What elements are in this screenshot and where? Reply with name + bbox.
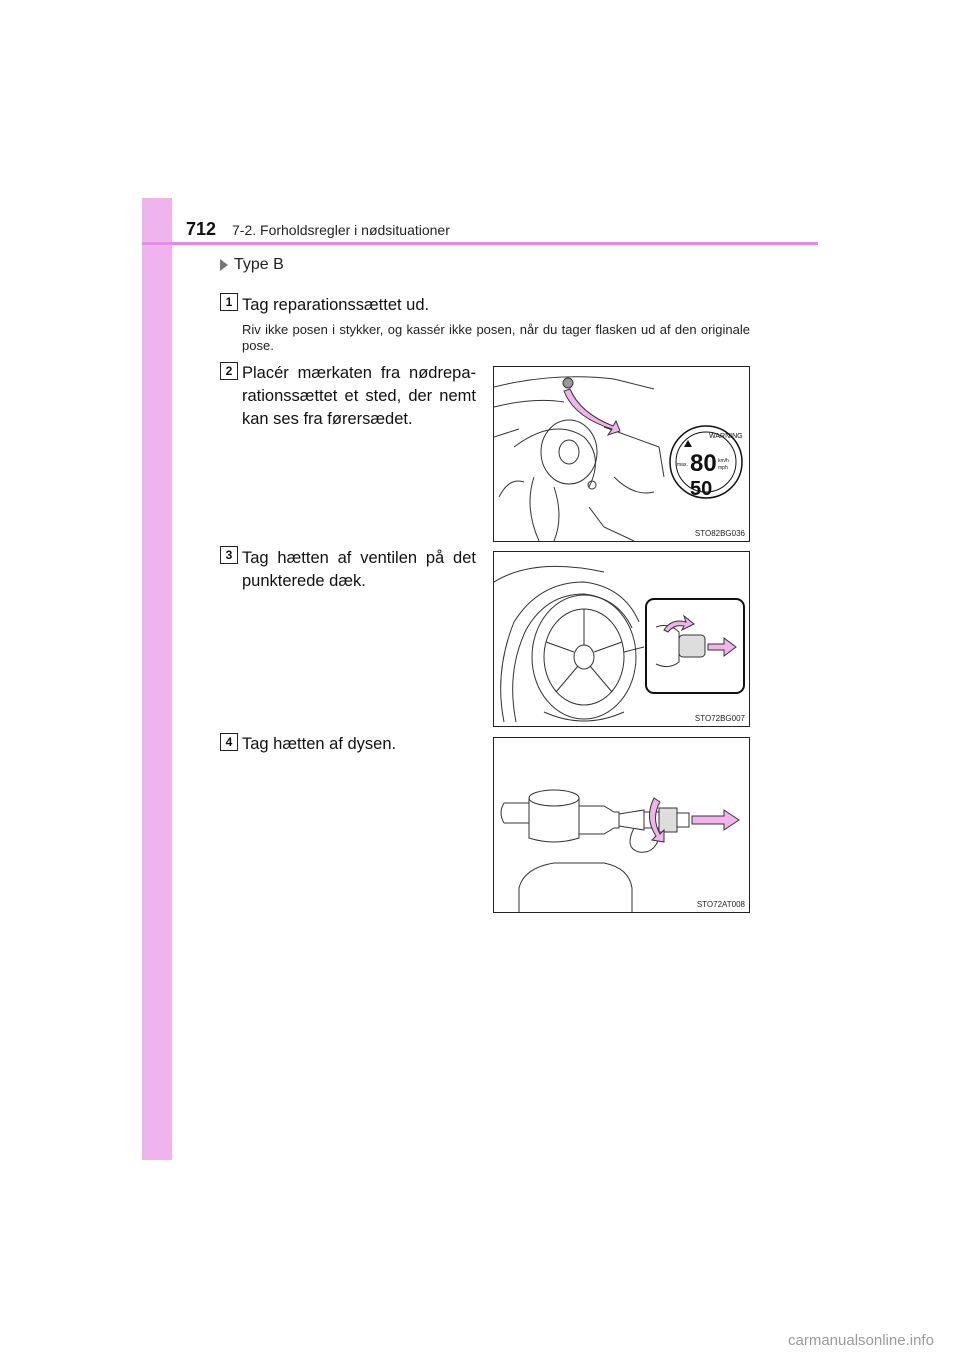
warning-sticker-icon [670,426,743,500]
sticker-unit-kmh: km/h [718,458,729,464]
step-number-1: 1 [220,293,238,311]
sticker-speed-kmh: 80 [690,450,717,477]
figure-sticker-placement [493,366,750,542]
type-heading [220,256,284,274]
type-label: Type B [234,256,284,273]
section-title: 7-2. Forholdsregler i nødsituationer [232,222,450,238]
header-divider [142,242,818,245]
watermark: carmanualsonline.info [788,1332,934,1349]
step-2-text: Placér mærkaten fra nødrepa-rationssættet et sted, der nemt kan ses fra førersædet. [242,364,476,428]
figure-nozzle-cap [493,737,750,913]
step-number-2: 2 [220,362,238,380]
page-number: 712 [186,219,217,239]
figure-code-2: STO72BG007 [694,714,745,723]
figure-code-1: STO82BG036 [694,529,745,538]
figure-code-3: STO72AT008 [696,900,745,909]
sticker-max: max. [677,462,688,468]
sticker-speed-mph: 50 [690,478,713,500]
step-1-text: Tag reparationssættet ud. [242,296,430,314]
step-3-text: Tag hætten af ventilen på det punkterede dæk. [242,549,476,590]
wheel-illustration [494,552,749,726]
dashboard-illustration [494,367,749,541]
step-number-4: 4 [220,733,238,751]
sticker-unit-mph: mph [718,465,728,471]
step-4-text: Tag hætten af dysen. [242,735,397,753]
side-tab-band [142,198,172,1160]
bottle-nozzle-illustration [494,738,749,912]
triangle-bullet-icon [220,259,228,271]
figure-valve-cap [493,551,750,727]
step-1-note: Riv ikke posen i stykker, og kassér ikke posen, når du tager flasken ud af den originale pose. [242,322,750,353]
sticker-warning-text: WARNING [709,433,743,440]
step-number-3: 3 [220,546,238,564]
